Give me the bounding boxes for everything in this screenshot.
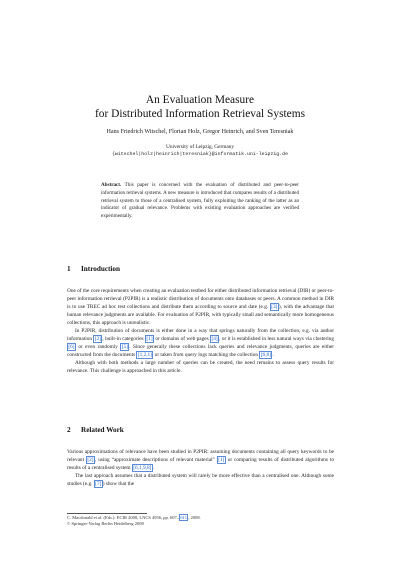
affiliation: University of Leipzig, Germany bbox=[166, 144, 234, 150]
author-email: {witschel|holz|heinrich|teresniak}@informatik.uni-leipzig.de bbox=[111, 152, 289, 157]
footnote-divider bbox=[67, 513, 147, 514]
citation-link[interactable]: [6,8] bbox=[260, 352, 271, 359]
paragraph: Although with both methods a large number of queries can be created, the need remains to assess query results for relevance. This challenge is approached in this article. bbox=[67, 360, 334, 375]
citation-link[interactable]: [6] bbox=[68, 344, 75, 351]
citation-link[interactable]: [2] bbox=[87, 457, 94, 464]
section-title: Introduction bbox=[81, 265, 121, 273]
citation-link[interactable]: [1] bbox=[146, 336, 153, 343]
section-heading-introduction bbox=[67, 265, 120, 273]
paragraph: One of the core requirements when creating an evaluation testbed for either distributed information retrieval (DIR) or peer-to-peer information retrieval (P2PIR) is a realistic distribution of documents onto databases or peers. A common method in DIR is to use TREC ad hoc test collections and distribute them according to source and date (e.g. [3]), with the advantage that human relevance judgments are available. For evaluation of P2PIR, with typically small and semantically more homogeneous collections, this approach is unrealistic. bbox=[67, 288, 334, 327]
citation-link[interactable]: [2] bbox=[94, 336, 101, 343]
related-work-body bbox=[67, 448, 334, 488]
abstract-label: Abstract. bbox=[101, 182, 122, 188]
copyright-footnote bbox=[67, 515, 334, 528]
section-number: 1 bbox=[67, 265, 71, 273]
copyright-line: © Springer-Verlag Berlin Heidelberg 2008 bbox=[67, 521, 144, 527]
citation-link[interactable]: [1,2,1] bbox=[137, 352, 152, 359]
abstract-text: This paper is concerned with the evaluation of distributed and peer-to-peer information retrieval systems. A new measure is introduced that compares results of a distributed retrieval system to those of a centralised system, fully exploiting the ranking of the latter as an indicator of gradual relevance. Problems with existing evaluation approaches are verified experimentally. bbox=[101, 182, 300, 220]
paper-title-line-1: An Evaluation Measure bbox=[145, 94, 255, 106]
paragraph: In P2PIR, distribution of documents is either done in a way that springs naturally from the collection, e.g. via author information [2], built-in categories [1] or domains of web pages [4], or it is established in less natural ways via clustering [6] or even randomly [5]. Since generally these collections lack queries and relevance judgments, queries are either constructed from the documents [1,2,1] or taken from query logs matching the collection [6,8]. bbox=[67, 328, 334, 359]
abstract bbox=[101, 182, 299, 221]
paper-title-line-2: for Distributed Information Retrieval Systems bbox=[94, 108, 306, 120]
section-title: Related Work bbox=[81, 426, 124, 434]
publication-info: C. Macdonald et al. (Eds.): ECIR 2008, LNCS 4956, pp. 607–611, 2008. bbox=[67, 515, 201, 520]
page-range-link[interactable]: 611 bbox=[180, 515, 187, 520]
citation-link[interactable]: [7] bbox=[95, 481, 102, 488]
citation-link[interactable]: [3] bbox=[271, 304, 278, 311]
section-heading-related-work bbox=[67, 426, 124, 434]
section-number: 2 bbox=[67, 426, 71, 434]
citation-link[interactable]: [5] bbox=[121, 344, 128, 351]
introduction-body bbox=[67, 287, 334, 376]
citation-link[interactable]: [4] bbox=[211, 336, 218, 343]
author-list: Hans Friedrich Witschel, Florian Holz, Gregor Heinrich, and Sven Teresniak bbox=[106, 129, 294, 135]
citation-link[interactable]: [6,1,9,8] bbox=[133, 465, 152, 472]
paragraph: Various approximations of relevance have been studied in P2PIR: assuming documents containing all query keywords to be relevant [2], using “approximate descriptions of relevant material” [1] or comparing results of distributed algorithms to results of a centralised system [6,1,9,8]. bbox=[67, 449, 334, 472]
paragraph: The last approach assumes that a distributed system will rarely be more effective than a centralised one. Although some studies (e.g. [7]) show that the bbox=[67, 473, 334, 488]
citation-link[interactable]: [1] bbox=[218, 457, 225, 464]
